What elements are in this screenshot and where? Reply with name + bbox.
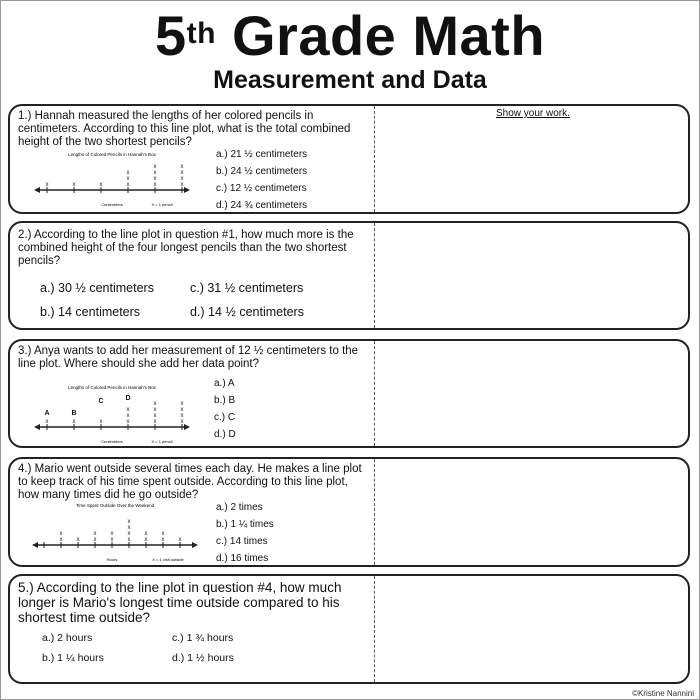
arrow-right-icon [184, 424, 190, 430]
svg-text:x: x [126, 170, 130, 176]
svg-text:x: x [153, 401, 157, 407]
arrow-left-icon [32, 542, 38, 548]
svg-text:x: x [126, 182, 130, 188]
plot-title: Time Spent Outside Over the Weekend [75, 503, 155, 508]
svg-text:x: x [180, 164, 184, 170]
svg-text:x: x [153, 419, 157, 425]
point-label-d: D [125, 395, 131, 402]
svg-text:x: x [126, 176, 130, 182]
question-3-choices [214, 375, 236, 443]
svg-text:x: x [93, 537, 97, 543]
plot-title: Lengths of Colored Pencils in Hannah's Box [68, 152, 156, 157]
choice-a[interactable]: a.) 21 ½ centimeters [216, 149, 308, 160]
svg-text:x: x [144, 537, 148, 543]
svg-text:x: x [72, 182, 76, 188]
plot-x-label: Centimeters [101, 439, 123, 444]
column-divider [374, 223, 375, 328]
svg-text:x: x [126, 407, 130, 413]
svg-text:x: x [180, 401, 184, 407]
choice-d[interactable]: d.) 16 times [216, 553, 269, 564]
svg-text:x: x [180, 413, 184, 419]
show-work-label: Show your work. [496, 108, 570, 119]
arrow-left-icon [34, 187, 40, 193]
svg-text:x: x [127, 525, 131, 531]
svg-text:x: x [180, 170, 184, 176]
plot-x-label: Hours [106, 557, 118, 562]
svg-text:x: x [45, 182, 49, 188]
arrow-right-icon [192, 542, 198, 548]
svg-text:x: x [153, 182, 157, 188]
svg-text:x: x [59, 531, 63, 537]
question-1-line-plot [32, 150, 192, 210]
svg-text:x: x [126, 413, 130, 419]
question-1-choices [216, 146, 307, 214]
column-divider [374, 576, 375, 682]
plot-key: X = 1 pencil [151, 439, 173, 444]
svg-text:x: x [153, 176, 157, 182]
svg-text:x: x [180, 407, 184, 413]
question-3-box [8, 339, 690, 448]
column-divider [374, 341, 375, 446]
point-label-a: A [44, 410, 50, 417]
question-3-text: 3.) Anya wants to add her measurement of 12 ½ centimeters to the line plot. Where should she add her data point? [18, 345, 359, 370]
choice-a[interactable]: a.) 2 hours [42, 632, 93, 644]
question-2-text: 2.) According to the line plot in question #1, how much more is the combined height of the four longest pencils than the two shortest pencils? [18, 229, 354, 267]
question-1-text: 1.) Hannah measured the lengths of her colored pencils in centimeters. According to this line plot, what is the total combined height of the two shortest pencils? [18, 110, 351, 148]
plot-x-label: Centimeters [101, 202, 123, 207]
question-1-box [8, 104, 690, 214]
svg-text:x: x [72, 419, 76, 425]
svg-text:x: x [153, 407, 157, 413]
svg-text:x: x [59, 537, 63, 543]
arrow-right-icon [184, 187, 190, 193]
choice-a[interactable]: a.) 30 ½ centimeters [40, 281, 154, 295]
svg-text:x: x [180, 176, 184, 182]
svg-text:x: x [153, 170, 157, 176]
choice-c[interactable]: c.) 12 ½ centimeters [216, 183, 307, 194]
svg-text:x: x [127, 519, 131, 525]
svg-text:x: x [110, 531, 114, 537]
arrow-left-icon [34, 424, 40, 430]
point-label-c: C [98, 398, 104, 405]
choice-b[interactable]: b.) 1 ¼ times [216, 519, 274, 530]
svg-text:x: x [99, 419, 103, 425]
svg-text:x: x [76, 537, 80, 543]
question-4-text: 4.) Mario went outside several times each day. He makes a line plot to keep track of his time spent outside. According to this line plot, how many times did he go outside? [18, 463, 362, 501]
svg-text:x: x [126, 419, 130, 425]
svg-text:x: x [127, 537, 131, 543]
choice-a[interactable]: a.) A [214, 378, 235, 389]
data-marks [46, 164, 184, 188]
question-4-box [8, 457, 690, 567]
svg-text:x: x [161, 537, 165, 543]
plot-title: Lengths of Colored Pencils in Hannah's Box [68, 385, 156, 390]
question-5-choices [42, 632, 302, 664]
choice-d[interactable]: d.) 14 ½ centimeters [190, 305, 304, 319]
svg-text:x: x [178, 537, 182, 543]
svg-text:x: x [93, 531, 97, 537]
choice-d[interactable]: d.) 24 ¾ centimeters [216, 200, 308, 211]
question-2-box [8, 221, 690, 330]
svg-text:x: x [161, 531, 165, 537]
svg-text:x: x [144, 531, 148, 537]
svg-text:x: x [99, 182, 103, 188]
choice-d[interactable]: d.) 1 ½ hours [172, 652, 234, 664]
question-5-box [8, 574, 690, 684]
data-marks [60, 519, 182, 543]
choice-a[interactable]: a.) 2 times [216, 502, 263, 513]
choice-b[interactable]: b.) 24 ½ centimeters [216, 166, 308, 177]
question-4-line-plot [30, 501, 200, 563]
choice-b[interactable]: b.) 1 ¼ hours [42, 652, 104, 664]
svg-text:x: x [45, 419, 49, 425]
question-2-choices [40, 281, 340, 319]
choice-b[interactable]: b.) B [214, 395, 236, 406]
copyright-notice: ©Kristine Nannini [632, 689, 694, 698]
choice-c[interactable]: c.) C [214, 412, 236, 423]
question-4-choices [216, 499, 274, 567]
svg-text:x: x [153, 413, 157, 419]
choice-c[interactable]: c.) 31 ½ centimeters [190, 281, 304, 295]
svg-text:x: x [110, 537, 114, 543]
choice-b[interactable]: b.) 14 centimeters [40, 305, 141, 319]
column-divider [374, 106, 375, 212]
point-label-b: B [71, 410, 77, 417]
data-marks [46, 401, 184, 425]
page-subtitle: Measurement and Data [213, 66, 487, 94]
svg-text:x: x [127, 531, 131, 537]
svg-text:x: x [153, 164, 157, 170]
plot-key: X = 1 pencil [151, 202, 173, 207]
choice-d[interactable]: d.) D [214, 429, 236, 440]
page-title: 5th Grade Math [154, 4, 546, 67]
column-divider [374, 459, 375, 565]
question-5-text: 5.) According to the line plot in question #4, how much longer is Mario's longest time outside compared to his shortest time outside? [18, 580, 342, 625]
choice-c[interactable]: c.) 1 ¾ hours [172, 632, 234, 644]
svg-text:x: x [180, 419, 184, 425]
choice-c[interactable]: c.) 14 times [216, 536, 268, 547]
svg-text:x: x [180, 182, 184, 188]
plot-key: X = 1 visit outside [152, 557, 184, 562]
question-3-line-plot [32, 383, 192, 445]
